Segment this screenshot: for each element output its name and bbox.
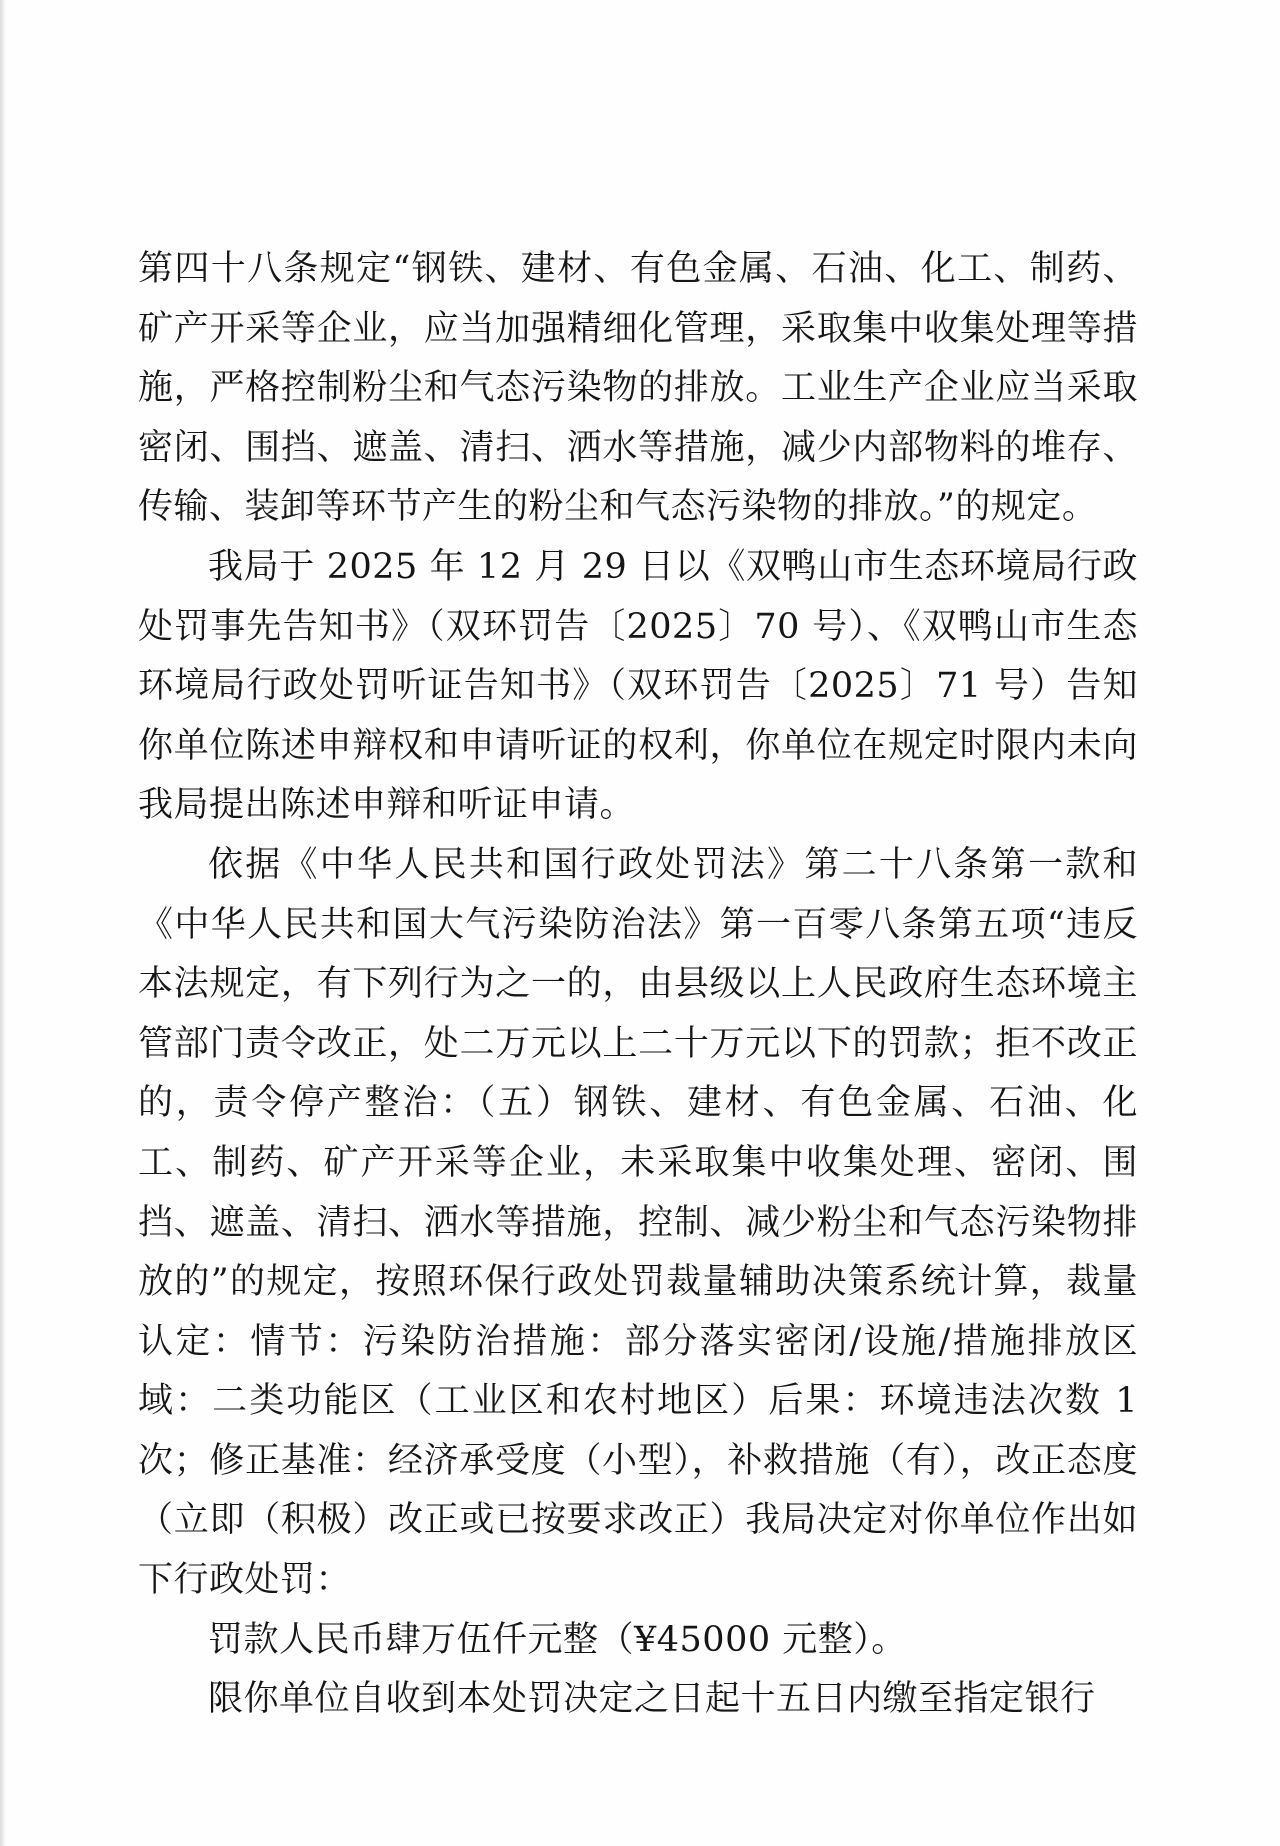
paragraph-payment-deadline: 限你单位自收到本处罚决定之日起十五日内缴至指定银行 [208,1679,1096,1720]
paragraph-prior-notice: 我局于 2025 年 12 月 29 日以《双鸭山市生态环境局行政处罚事先告知书》（双环罚告〔2025〕70 号）、《双鸭山市生态环境局行政处罚听证告知书》（双环罚告〔2025〕71 号）告知你单位陈述申辩权和申请听证的权利，你单位在规定时限内未向我局提出陈述申辩和听证申请。 [138,546,1138,826]
paragraph-fine-amount: 罚款人民币肆万伍仟元整（¥45000 元整）。 [208,1619,907,1660]
page-edge-shadow [0,0,6,1846]
paragraph-article-48: 第四十八条规定“钢铁、建材、有色金属、石油、化工、制药、矿产开采等企业，应当加强精细化管理，采取集中收集处理等措施，严格控制粉尘和气态污染物的排放。工业生产企业应当采取密闭、围挡、遮盖、清扫、洒水等措施，减少内部物料的堆存、传输、装卸等环节产生的粉尘和气态污染物的排放。”的规定。 [138,249,1138,528]
document-body [138,240,1138,1730]
paragraph-legal-basis: 依据《中华人民共和国行政处罚法》第二十八条第一款和《中华人民共和国大气污染防治法》第一百零八条第五项“违反本法规定，有下列行为之一的，由县级以上人民政府生态环境主管部门责令改正，处二万元以上二十万元以下的罚款；拒不改正的，责令停产整治：（五）钢铁、建材、有色金属、石油、化工、制药、矿产开采等企业，未采取集中收集处理、密闭、围挡、遮盖、清扫、洒水等措施，控制、减少粉尘和气态污染物排放的”的规定，按照环保行政处罚裁量辅助决策系统计算，裁量认定：情节：污染防治措施：部分落实密闭/设施/措施排放区域：二类功能区（工业区和农村地区）后果：环境违法次数 1 次；修正基准：经济承受度（小型），补救措施（有），改正态度（立即（积极）改正或已按要求改正）我局决定对你单位作出如下行政处罚： [138,844,1138,1601]
